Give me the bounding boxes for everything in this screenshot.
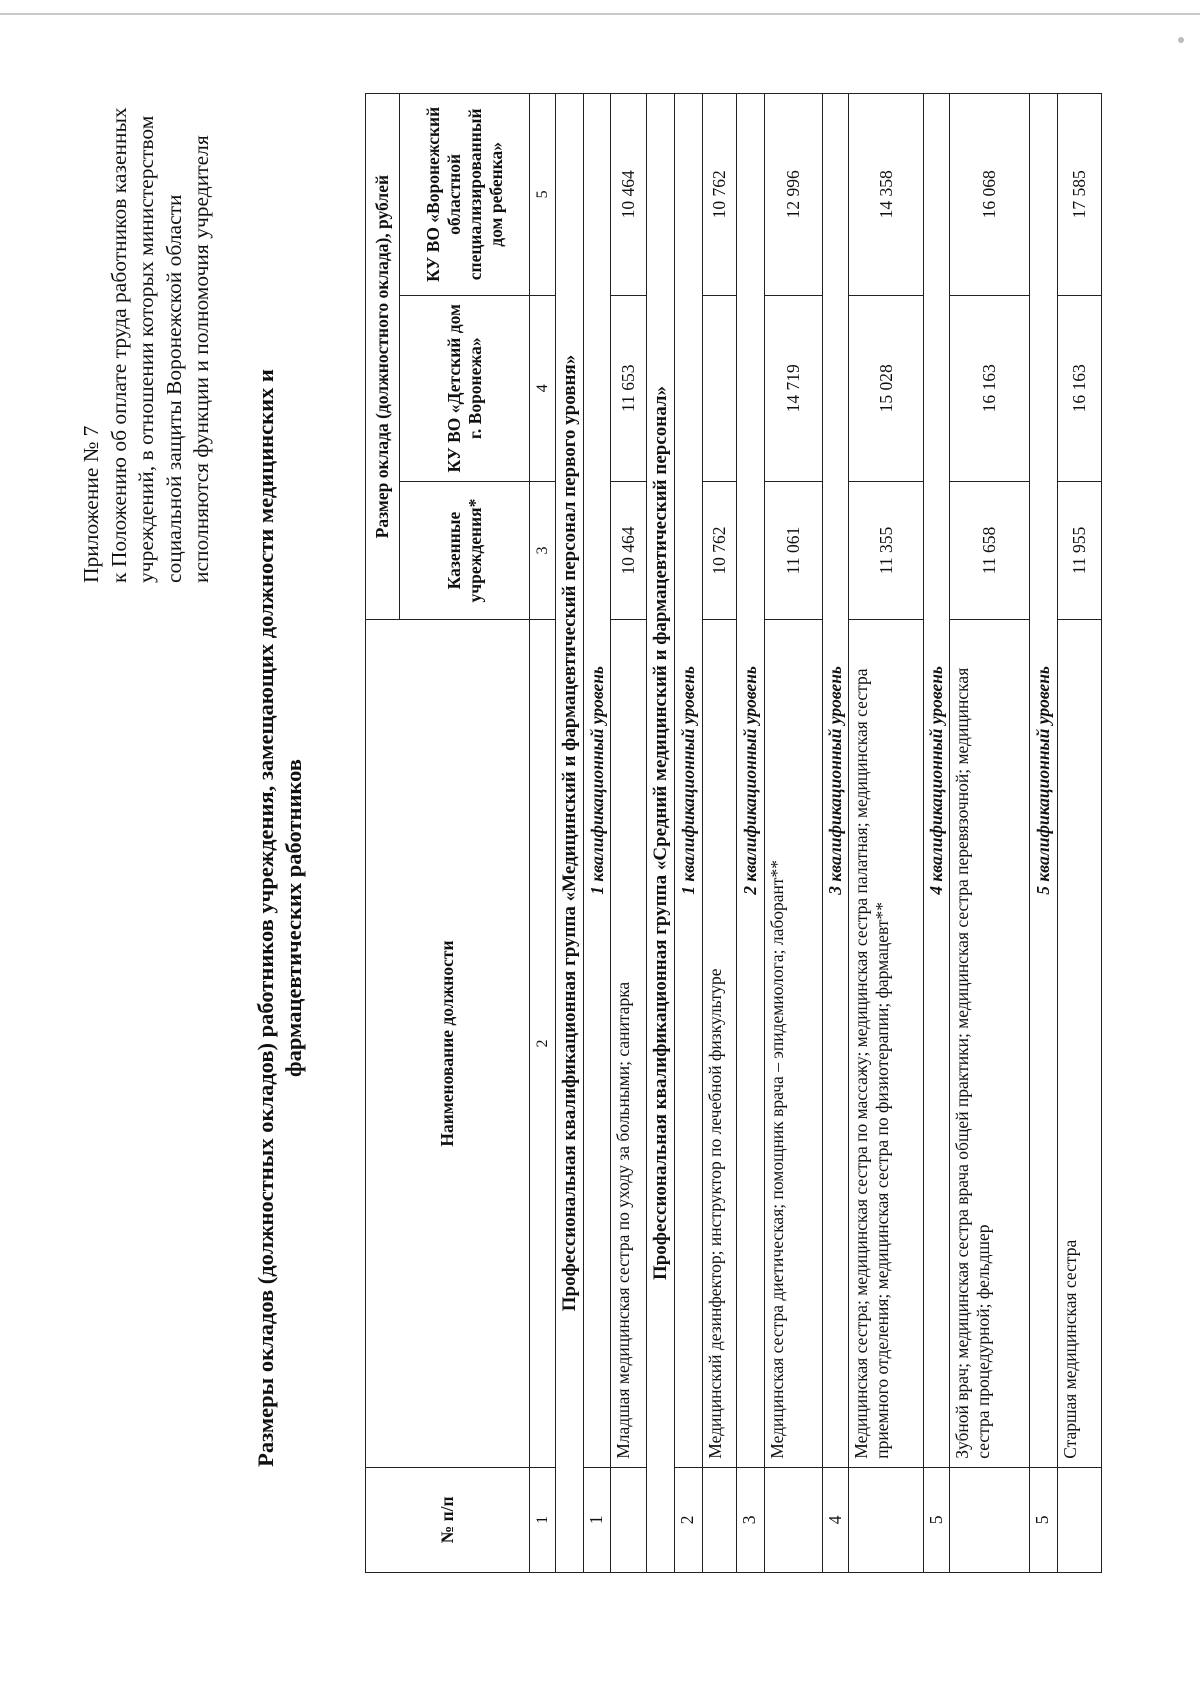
salary-col5: 17 585 (1058, 94, 1102, 296)
row-index (1058, 1467, 1102, 1572)
scan-speck (1178, 37, 1184, 43)
salary-col5: 16 068 (950, 94, 1030, 296)
header-no: № п/п (366, 1467, 530, 1572)
row-index (765, 1467, 823, 1572)
appendix-line: Приложение № 7 (79, 425, 103, 583)
level-row (675, 94, 703, 1573)
document-title (252, 343, 308, 1493)
salary-table (365, 93, 1102, 1573)
salary-col4: 14 719 (765, 295, 823, 481)
level-number: 3 (737, 1467, 765, 1572)
group-row (647, 94, 675, 1573)
level-number: 1 (584, 1467, 611, 1572)
column-number: 3 (530, 481, 556, 619)
position-name: Старшая медицинская сестра (1058, 620, 1102, 1468)
table-row (950, 94, 1030, 1573)
level-title: 1 квалификационный уровень (675, 94, 703, 1468)
salary-col3: 11 355 (849, 481, 924, 619)
header-col3: Казенные учреждения* (400, 481, 530, 619)
salary-col3: 11 955 (1058, 481, 1102, 619)
position-name: Зубной врач; медицинская сестра врача общей практики; медицинская сестра перевязочной; медицинская сестра процедурной; фельдшер (950, 620, 1030, 1468)
appendix-line: к Положению об оплате труда работников казенных (106, 107, 131, 583)
row-index (611, 1467, 647, 1572)
level-title: 1 квалификационный уровень (584, 94, 611, 1468)
position-name: Медицинская сестра диетическая; помощник врача – эпидемиолога; лаборант** (765, 620, 823, 1468)
appendix-line: исполняются функции и полномочия учредителя (189, 135, 213, 583)
salary-col5: 14 358 (849, 94, 924, 296)
level-row (737, 94, 765, 1573)
appendix-line: учреждений, в отношении которых министерством (134, 115, 158, 583)
table-row (611, 94, 647, 1573)
salary-col5: 10 464 (611, 94, 647, 296)
table-row (1058, 94, 1102, 1573)
level-number: 2 (675, 1467, 703, 1572)
level-title: 4 квалификационный уровень (924, 94, 950, 1468)
level-number: 4 (823, 1467, 849, 1572)
row-index (703, 1467, 737, 1572)
salary-col4: 16 163 (1058, 295, 1102, 481)
column-number-row (530, 94, 556, 1573)
table-row (703, 94, 737, 1573)
appendix-line: социальной защиты Воронежской области (161, 194, 186, 583)
level-title: 5 квалификационный уровень (1030, 94, 1058, 1468)
salary-col4 (703, 295, 737, 481)
row-index (849, 1467, 924, 1572)
level-title: 2 квалификационный уровень (737, 94, 765, 1468)
column-number: 2 (530, 620, 556, 1468)
salary-col4: 11 653 (611, 295, 647, 481)
salary-col3: 10 762 (703, 481, 737, 619)
document-title-line: Размеры окладов (должностных окладов) работников учреждения, замещающих должности медицинских и (253, 369, 278, 1467)
level-row (584, 94, 611, 1573)
column-number: 1 (530, 1467, 556, 1572)
level-number: 5 (924, 1467, 950, 1572)
row-index (950, 1467, 1030, 1572)
salary-col4: 16 163 (950, 295, 1030, 481)
document-title-line: фармацевтических работников (281, 759, 306, 1077)
column-number: 4 (530, 295, 556, 481)
table-row (765, 94, 823, 1573)
position-name: Младшая медицинская сестра по уходу за больными; санитарка (611, 620, 647, 1468)
salary-col5: 12 996 (765, 94, 823, 296)
position-name: Медицинский дезинфектор; инструктор по лечебной физкультуре (703, 620, 737, 1468)
header-row (366, 94, 400, 1573)
level-title: 3 квалификационный уровень (823, 94, 849, 1468)
salary-col4: 15 028 (849, 295, 924, 481)
header-name: Наименование должности (366, 620, 530, 1468)
scan-edge-line (0, 13, 1200, 15)
header-col4: КУ ВО «Детский дом г. Воронежа» (400, 295, 530, 481)
salary-col5: 10 762 (703, 94, 737, 296)
header-salary-group: Размер оклада (должностного оклада), рублей (366, 94, 400, 620)
level-number: 5 (1030, 1467, 1058, 1572)
position-name: Медицинская сестра; медицинская сестра по массажу; медицинская сестра палатная; медицинская сестра приемного отделения; медицинская сестра по физиотерапии; фармацевт** (849, 620, 924, 1468)
group-title: Профессиональная квалификационная группа «Медицинский и фармацевтический персонал первого уровня» (556, 94, 584, 1573)
level-row (823, 94, 849, 1573)
header-col5: КУ ВО «Воронежский областной специализированный дом ребенка» (400, 94, 530, 296)
level-row (924, 94, 950, 1573)
level-row (1030, 94, 1058, 1573)
table-row (849, 94, 924, 1573)
salary-col3: 11 658 (950, 481, 1030, 619)
group-title: Профессиональная квалификационная группа «Средний медицинский и фармацевтический персонал» (647, 94, 675, 1573)
group-row (556, 94, 584, 1573)
column-number: 5 (530, 94, 556, 296)
salary-col3: 10 464 (611, 481, 647, 619)
appendix-block (78, 23, 216, 583)
salary-col3: 11 061 (765, 481, 823, 619)
